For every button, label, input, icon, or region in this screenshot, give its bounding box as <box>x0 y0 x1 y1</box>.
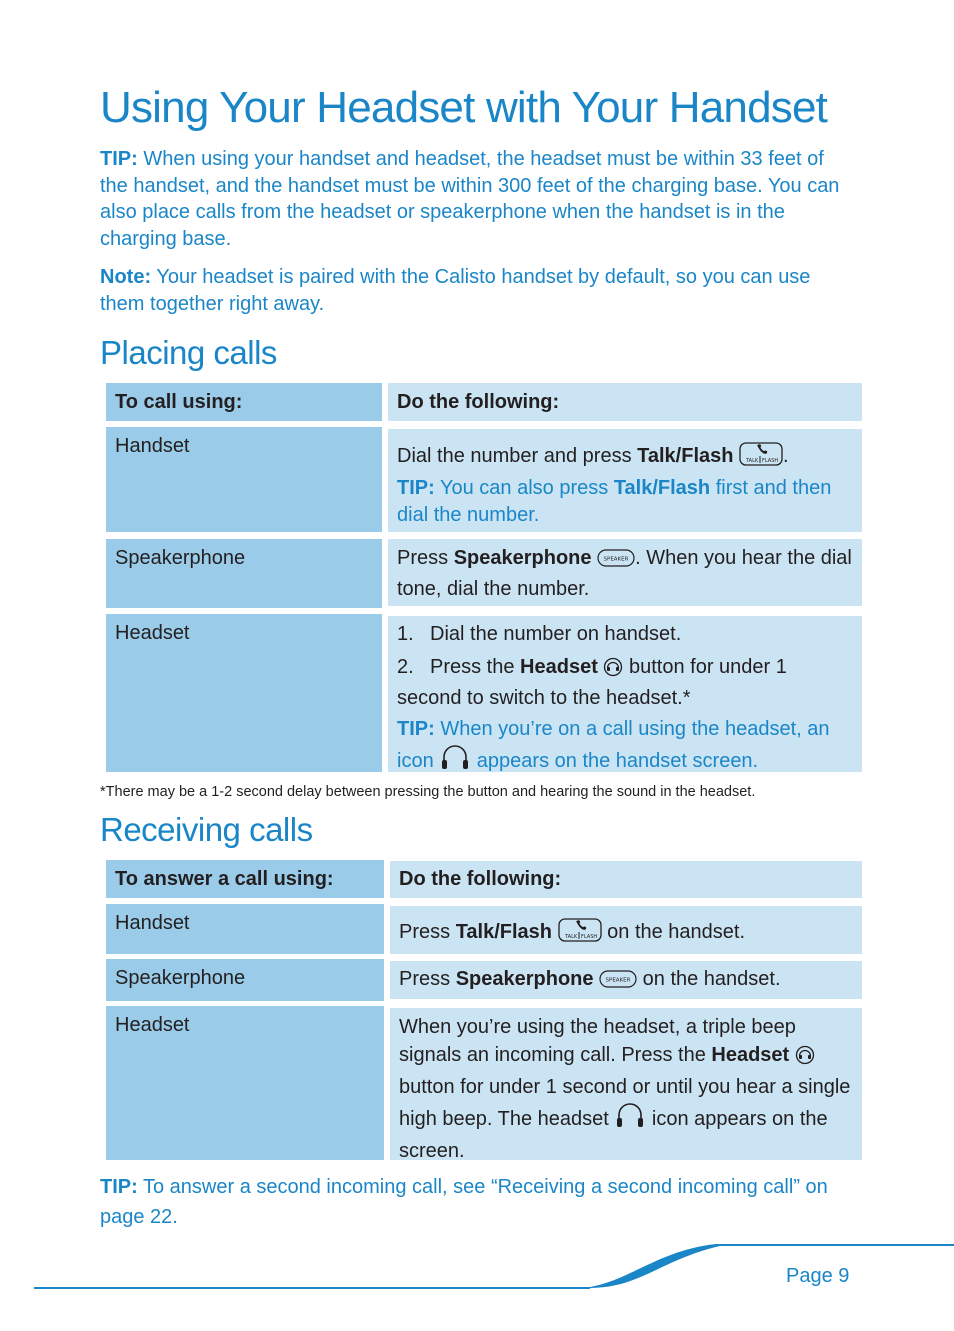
column-header-instructions: Do the following: <box>399 868 562 890</box>
tip-text: first and then dial the number. <box>397 477 832 526</box>
instruction-text: button for under 1 second or until you hear a single high beep. The headset <box>399 1076 851 1130</box>
tip-lead: TIP: <box>100 148 138 170</box>
step-number: 1. <box>397 623 414 645</box>
instruction-text: icon appears on the screen. <box>399 1108 828 1162</box>
instruction-text: Press <box>399 968 456 990</box>
row-label: Speakerphone <box>115 967 246 989</box>
instruction-text: Dial the number and press <box>397 445 638 467</box>
talk-flash-icon <box>558 918 602 950</box>
table-row-instructions <box>388 616 862 772</box>
headset-button-icon <box>795 1045 815 1073</box>
step-text: Press the <box>430 656 521 678</box>
instruction-text: on the handset. <box>601 921 746 943</box>
instruction-text: Press <box>397 547 454 569</box>
table-row-label <box>106 904 384 954</box>
instruction-text: . When you hear the dial tone, dial the number. <box>397 547 852 600</box>
tip-text: When you’re on a call using the headset, an icon <box>397 718 830 772</box>
table-header-cell <box>388 383 862 421</box>
speaker-label: SPEAKER <box>603 556 629 563</box>
column-header-method: To call using: <box>115 390 243 413</box>
table-header-cell <box>106 383 382 421</box>
instruction-text: Press <box>399 921 456 943</box>
row-label: Headset <box>115 622 190 644</box>
table-row-label <box>106 1006 384 1160</box>
column-header-method: To answer a call using: <box>115 867 334 890</box>
tip-lead: TIP: <box>100 1176 138 1198</box>
flash-label: FLASH <box>762 458 779 464</box>
instruction-bold: Headset <box>711 1044 790 1066</box>
tip-paragraph <box>100 146 845 252</box>
flash-label: FLASH <box>580 934 597 940</box>
placing-calls-heading: Placing calls <box>100 334 277 371</box>
row-label: Handset <box>115 435 190 457</box>
instruction-text: When you’re using the headset, a triple beep signals an incoming call. Press the <box>399 1016 796 1066</box>
row-label: Speakerphone <box>115 547 246 569</box>
instruction-text: . <box>783 445 789 467</box>
step-text: Dial the number on handset. <box>430 623 682 645</box>
list-item <box>397 654 853 712</box>
table-row-label <box>106 539 382 608</box>
footnote: *There may be a 1-2 second delay between pressing the button and hearing the sound in the headset. <box>100 784 756 800</box>
headset-icon <box>439 743 471 779</box>
list-item <box>397 621 853 648</box>
column-header-instructions: Do the following: <box>397 390 560 413</box>
table-row-instructions <box>388 429 862 532</box>
table-row-label <box>106 959 384 1001</box>
step-text: button for under 1 second to switch to the headset.* <box>397 656 787 709</box>
note-lead: Note: <box>100 266 152 288</box>
tip-text: To answer a second incoming call, see “Receiving a second incoming call” on page 22. <box>100 1176 828 1228</box>
tip-bold: Talk/Flash <box>613 477 711 499</box>
talk-flash-icon <box>739 442 783 474</box>
instruction-bold: Talk/Flash <box>637 445 734 467</box>
step-bold: Headset <box>520 656 598 678</box>
page-title: Using Your Headset with Your Handset <box>100 83 828 132</box>
instruction-text: on the handset. <box>637 968 781 990</box>
instruction-bold: Speakerphone <box>453 547 592 569</box>
instruction-bold: Speakerphone <box>455 968 594 990</box>
page-number: Page 9 <box>786 1265 850 1287</box>
talk-label: TALK <box>564 934 577 940</box>
tip-text: When using your handset and headset, the headset must be within 33 feet of the handset, and the handset must be within 300 feet of the charging base. You can also place calls from the headset or speakerphone when the handset is in the charging base. <box>100 148 840 250</box>
row-label: Headset <box>115 1014 190 1036</box>
table-row-label <box>106 614 382 772</box>
tip-text: You can also press <box>439 477 614 499</box>
speaker-label: SPEAKER <box>605 977 631 984</box>
table-row-label <box>106 427 382 532</box>
speaker-icon <box>599 969 637 997</box>
table-row-instructions <box>390 961 862 999</box>
note-paragraph <box>100 264 860 317</box>
table-row-instructions <box>388 539 862 606</box>
tip-lead: TIP: <box>397 718 435 740</box>
step-number: 2. <box>397 656 414 678</box>
note-text: Your headset is paired with the Calisto handset by default, so you can use them together right away. <box>100 266 811 315</box>
table-row-instructions <box>390 1008 862 1160</box>
row-tip <box>397 475 853 529</box>
speaker-icon <box>597 548 635 576</box>
talk-label: TALK <box>746 458 759 464</box>
tip-text: appears on the handset screen. <box>471 750 759 772</box>
headset-button-icon <box>603 657 623 685</box>
tip-lead: TIP: <box>397 477 435 499</box>
row-label: Handset <box>115 912 190 934</box>
receiving-calls-heading: Receiving calls <box>100 811 313 848</box>
headset-icon <box>614 1101 646 1137</box>
table-header-cell <box>106 860 384 898</box>
table-row-instructions <box>390 906 862 954</box>
row-tip <box>397 716 853 779</box>
table-header-cell <box>390 861 862 898</box>
tip-paragraph <box>100 1172 845 1232</box>
instruction-bold: Talk/Flash <box>455 921 553 943</box>
